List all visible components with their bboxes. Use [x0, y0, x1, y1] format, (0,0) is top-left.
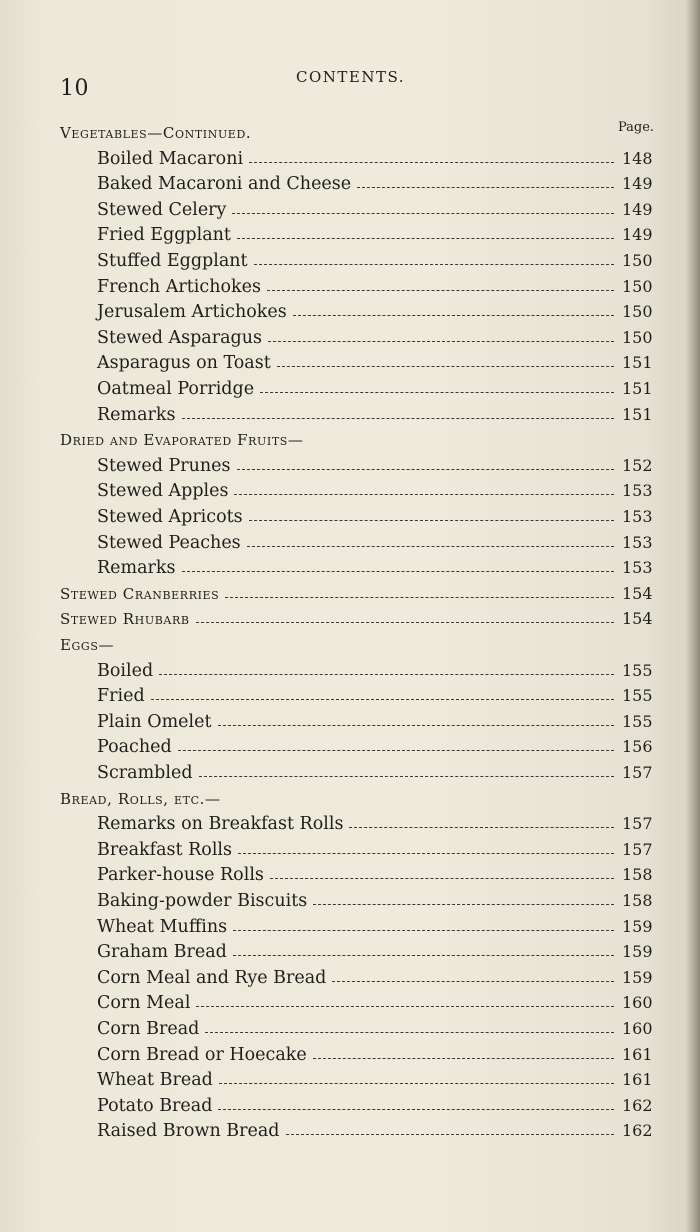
entry-page-number: 157	[622, 814, 653, 834]
contents-entry	[0, 325, 700, 351]
entry-page-number: 158	[622, 865, 653, 885]
entry-page-number: 160	[622, 1019, 653, 1038]
entry-page-number: 153	[622, 481, 653, 501]
entry-label: Jerusalem Artichokes	[97, 302, 287, 323]
entry-page-number: 153	[622, 558, 653, 578]
entry-label: Corn Bread	[97, 1019, 200, 1039]
dot-leader	[349, 827, 614, 828]
entry-label: Parker-house Rolls	[97, 865, 264, 886]
contents-entry	[0, 197, 700, 223]
section-heading	[0, 632, 700, 658]
dot-leader	[196, 622, 614, 623]
entry-page-number: 150	[622, 302, 653, 322]
contents-entry	[0, 530, 700, 556]
contents-entry	[0, 222, 700, 248]
entry-label: Stewed Celery	[97, 199, 227, 220]
entry-page-number: 154	[622, 609, 653, 629]
entry-page-number: 159	[622, 942, 653, 962]
dot-leader	[286, 1134, 614, 1135]
section-label: Bread, Rolls, etc.—	[60, 789, 221, 808]
dot-leader	[151, 699, 614, 700]
dot-leader	[249, 162, 614, 163]
dot-leader	[238, 853, 614, 854]
contents-entry	[0, 248, 700, 274]
dot-leader	[313, 1058, 614, 1059]
dot-leader	[237, 469, 615, 470]
dot-leader	[218, 725, 614, 726]
contents-entry	[0, 555, 700, 581]
entry-label: Baked Macaroni and Cheese	[97, 174, 352, 195]
contents-entry	[0, 350, 700, 376]
entry-page-number: 156	[622, 737, 653, 757]
entry-label: Baking-powder Biscuits	[97, 891, 308, 911]
dot-leader	[237, 238, 614, 239]
dot-leader	[225, 597, 614, 598]
contents-entry	[0, 376, 700, 402]
section-heading	[0, 120, 700, 146]
dot-leader	[159, 674, 614, 675]
entry-label: Wheat Muffins	[97, 916, 228, 937]
entry-label: Boiled	[97, 660, 154, 681]
contents-entry	[0, 274, 700, 300]
contents-entry	[0, 1042, 700, 1068]
entry-label: Raised Brown Bread	[97, 1121, 280, 1142]
entry-page-number: 151	[622, 404, 653, 424]
entry-page-number: 162	[622, 1121, 653, 1141]
entry-label: Stewed Peaches	[97, 532, 241, 553]
entry-page-number: 157	[622, 763, 653, 782]
contents-entry	[0, 146, 700, 172]
entry-page-number: 150	[622, 251, 653, 270]
dot-leader	[270, 878, 614, 879]
entry-page-number: 149	[622, 225, 653, 245]
contents-entry	[0, 888, 700, 914]
entry-page-number: 160	[622, 993, 653, 1013]
entry-label: Poached	[97, 737, 172, 758]
contents-entry	[0, 171, 700, 197]
contents-entry	[0, 1118, 700, 1144]
contents-entry	[0, 1016, 700, 1042]
dot-leader	[233, 930, 614, 931]
entry-page-number: 159	[622, 916, 653, 936]
entry-label: Stuffed Eggplant	[97, 251, 248, 271]
dot-leader	[234, 494, 614, 495]
dot-leader	[249, 520, 614, 521]
section-heading	[0, 581, 700, 607]
contents-entry	[0, 683, 700, 709]
entry-label: Scrambled	[97, 763, 193, 783]
entry-label: Oatmeal Porridge	[97, 379, 255, 399]
dot-leader	[260, 392, 614, 393]
entry-page-number: 151	[622, 379, 653, 398]
entry-label: Graham Bread	[97, 942, 227, 963]
entry-label: Stewed Apples	[97, 481, 229, 502]
dot-leader	[182, 571, 614, 572]
contents-entry	[0, 299, 700, 325]
entry-page-number: 148	[622, 148, 653, 168]
entry-page-number: 155	[622, 686, 653, 706]
dot-leader	[267, 290, 614, 291]
entry-page-number: 151	[622, 353, 653, 373]
entry-label: Remarks on Breakfast Rolls	[97, 814, 344, 835]
dot-leader	[182, 418, 614, 419]
entry-label: Corn Bread or Hoecake	[97, 1044, 307, 1065]
contents-entry	[0, 402, 700, 428]
entry-page-number: 154	[622, 583, 653, 603]
entry-page-number: 150	[622, 327, 653, 347]
contents-entry	[0, 504, 700, 530]
entry-label: French Artichokes	[97, 276, 261, 297]
entry-page-number: 161	[622, 1044, 653, 1064]
section-label: Dried and Evaporated Fruits—	[60, 431, 304, 450]
entry-page-number: 153	[622, 507, 653, 526]
contents-entry	[0, 658, 700, 684]
contents-entry	[0, 734, 700, 760]
entry-label: Asparagus on Toast	[97, 353, 271, 374]
dot-leader	[332, 981, 614, 982]
entry-page-number: 155	[622, 711, 653, 731]
page-number: 10	[60, 76, 89, 101]
dot-leader	[247, 546, 614, 547]
dot-leader	[254, 264, 614, 265]
dot-leader	[199, 776, 614, 777]
entry-page-number: 157	[622, 839, 653, 859]
contents-entry	[0, 990, 700, 1016]
entry-label: Stewed Asparagus	[97, 327, 262, 348]
contents-entry	[0, 709, 700, 735]
entry-label: Stewed Prunes	[97, 455, 231, 476]
entry-page-number: 158	[622, 891, 653, 910]
contents-entry	[0, 1067, 700, 1093]
entry-label: Fried	[97, 686, 145, 707]
contents-entry	[0, 862, 700, 888]
dot-leader	[357, 187, 614, 188]
entry-label: Fried Eggplant	[97, 225, 231, 246]
section-heading	[0, 786, 700, 812]
dot-leader	[277, 366, 614, 367]
contents-entry	[0, 811, 700, 837]
dot-leader	[219, 1083, 614, 1084]
section-label: Eggs—	[60, 636, 115, 654]
entry-label: Breakfast Rolls	[97, 839, 232, 860]
entry-page-number: 161	[622, 1070, 653, 1090]
entry-label: Corn Meal	[97, 993, 191, 1014]
dot-leader	[268, 341, 614, 342]
dot-leader	[313, 904, 614, 905]
dot-leader	[293, 315, 614, 316]
page-column-label: Page.	[618, 120, 655, 135]
contents-entry	[0, 939, 700, 965]
entry-label: Boiled Macaroni	[97, 148, 244, 169]
running-head: CONTENTS.	[296, 68, 405, 86]
entry-page-number: 159	[622, 967, 653, 987]
section-label: Vegetables—Continued.	[60, 124, 252, 142]
dot-leader	[205, 1032, 614, 1033]
entry-page-number: 152	[622, 455, 653, 475]
entry-label: Wheat Bread	[97, 1070, 213, 1091]
entry-label: Corn Meal and Rye Bread	[97, 967, 327, 988]
contents-entry	[0, 914, 700, 940]
section-heading	[0, 427, 700, 453]
entry-label: Stewed Apricots	[97, 507, 243, 527]
contents-entry	[0, 453, 700, 479]
dot-leader	[218, 1109, 614, 1110]
entry-label: Plain Omelet	[97, 711, 212, 732]
contents-entry	[0, 760, 700, 786]
section-heading	[0, 606, 700, 632]
dot-leader	[196, 1006, 614, 1007]
contents-entry	[0, 478, 700, 504]
entry-label: Remarks	[97, 404, 176, 425]
entry-page-number: 150	[622, 276, 653, 296]
entry-page-number: 155	[622, 660, 653, 680]
contents-entry	[0, 1093, 700, 1119]
contents-entry	[0, 837, 700, 863]
section-label: Stewed Rhubarb	[60, 610, 190, 629]
entry-page-number: 162	[622, 1095, 653, 1115]
entry-label: Potato Bread	[97, 1095, 213, 1116]
dot-leader	[178, 750, 614, 751]
entry-label: Remarks	[97, 558, 176, 579]
entry-page-number: 149	[622, 199, 653, 219]
entry-page-number: 153	[622, 532, 653, 552]
entry-page-number: 149	[622, 174, 653, 194]
contents-entry	[0, 965, 700, 991]
section-label: Stewed Cranberries	[60, 584, 220, 603]
dot-leader	[232, 213, 614, 214]
dot-leader	[233, 955, 614, 956]
